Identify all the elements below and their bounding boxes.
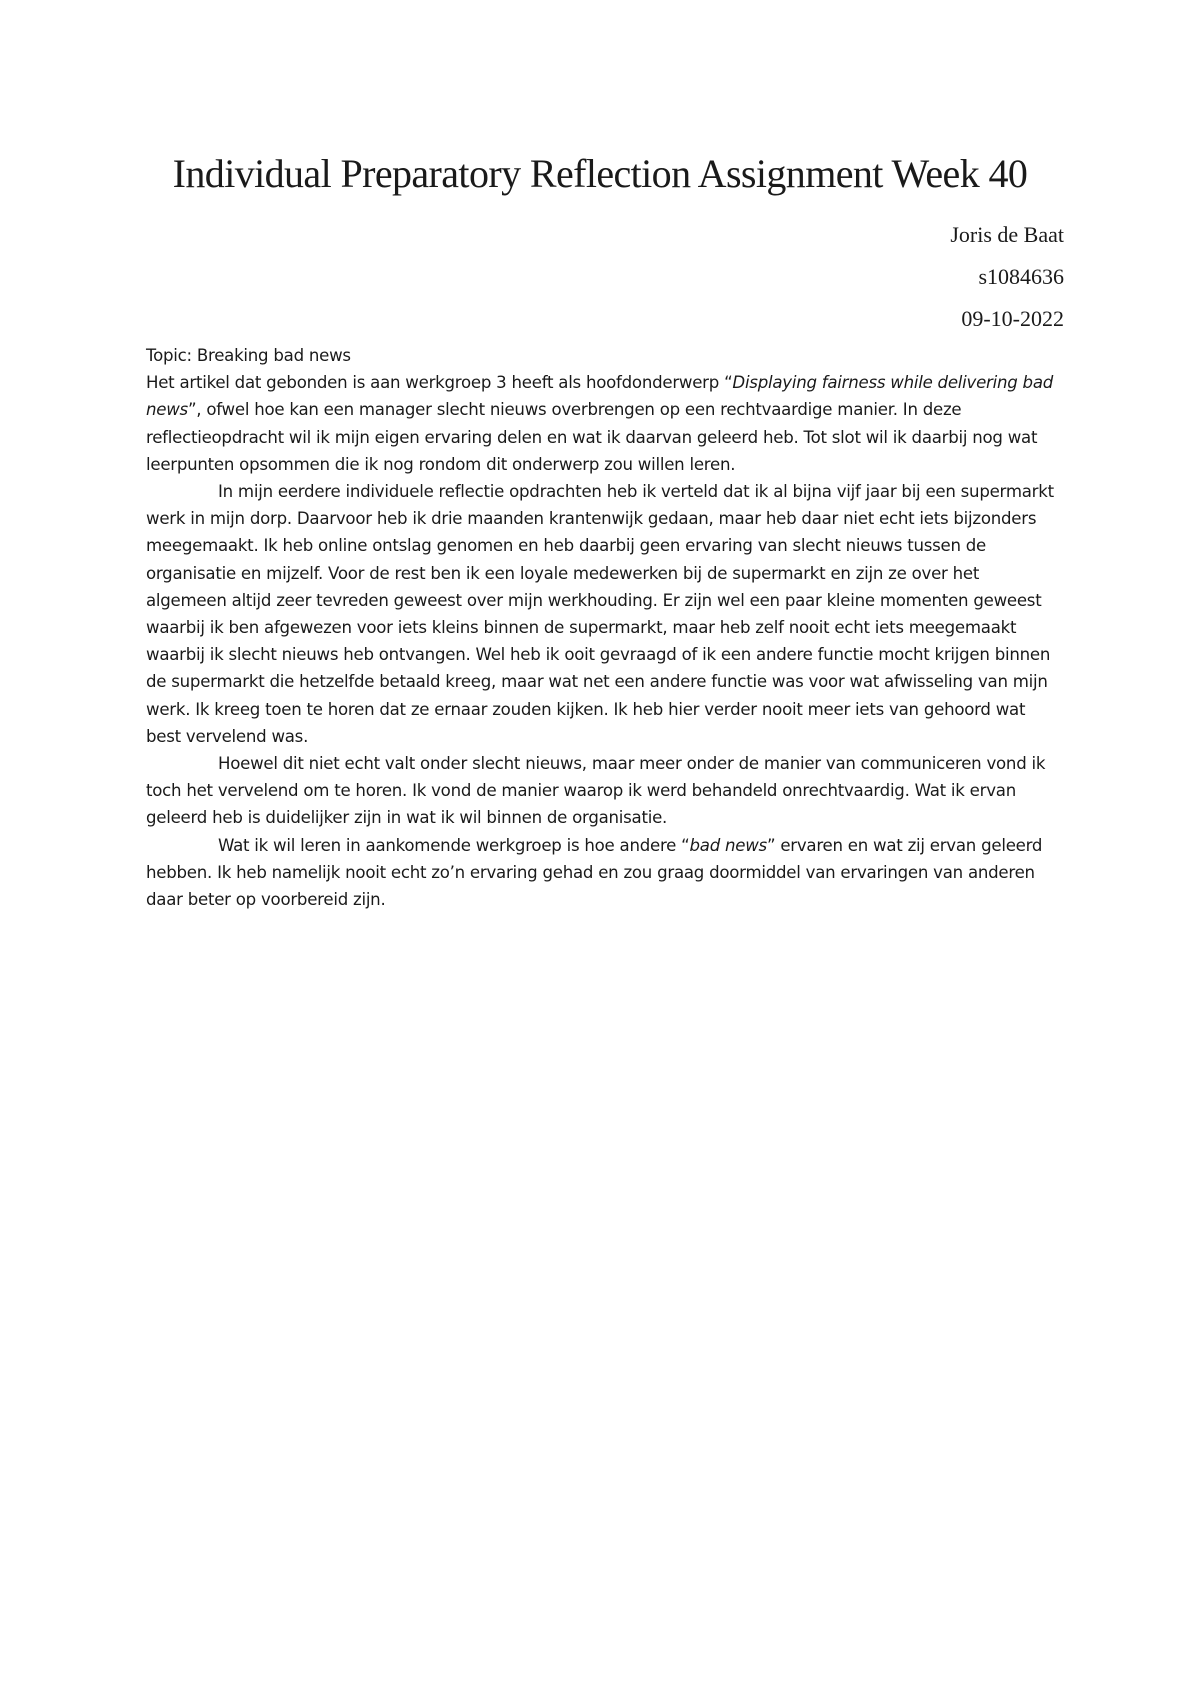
intro-text-end: ”, ofwel hoe kan een manager slecht nieuws overbrengen op een rechtvaardige manier. In deze reflectieopdracht wil ik mijn eigen ervaring delen en wat ik daarvan geleerd heb. Tot slot wil ik daarbij nog wat leerpunten opsommen die ik nog rondom dit onderwerp zou willen leren.: [146, 400, 1038, 474]
author-block: [950, 214, 1064, 340]
learning-goals-paragraph: [146, 832, 1062, 914]
student-number: s1084636: [978, 264, 1064, 289]
learning-text-start: Wat ik wil leren in aankomende werkgroep is hoe andere “: [218, 835, 690, 855]
document-date: 09-10-2022: [961, 306, 1064, 331]
author-name: Joris de Baat: [950, 222, 1064, 247]
document-body: [146, 342, 1062, 913]
learning-italic-phrase: bad news: [689, 835, 767, 855]
lesson-paragraph: Hoewel dit niet echt valt onder slecht nieuws, maar meer onder de manier van communiceren vond ik toch het vervelend om te horen. Ik vond de manier waarop ik werd behandeld onrechtvaardig. Wat ik ervan geleerd heb is duidelijker zijn in wat ik wil binnen de organisatie.: [146, 754, 1046, 828]
intro-article-title: Displaying fairness while delivering bad news: [146, 373, 1054, 420]
experience-paragraph: In mijn eerdere individuele reflectie opdrachten heb ik verteld dat ik al bijna vijf jaar bij een supermarkt werk in mijn dorp. Daarvoor heb ik drie maanden krantenwijk gedaan, maar heb daar niet echt iets bijzonders meegemaakt. Ik heb online ontslag genomen en heb daarbij geen ervaring van slecht nieuws tussen de organisatie en mijzelf. Voor de rest ben ik een loyale medewerken bij de supermarkt en zijn ze over het algemeen altijd zeer tevreden geweest over mijn werkhouding. Er zijn wel een paar kleine momenten geweest waarbij ik ben afgewezen voor iets kleins binnen de supermarkt, maar heb zelf nooit echt iets meegemaakt waarbij ik slecht nieuws heb ontvangen. Wel heb ik ooit gevraagd of ik een andere functie mocht krijgen binnen de supermarkt die hetzelfde betaald kreeg, maar wat net een andere functie was voor wat afwisseling van mijn werk. Ik kreeg toen te horen dat ze ernaar zouden kijken. Ik heb hier verder nooit meer iets van gehoord wat best vervelend was.: [146, 482, 1054, 746]
intro-text-start: Het artikel dat gebonden is aan werkgroep 3 heeft als hoofdonderwerp “: [146, 373, 733, 393]
topic-line: Topic: Breaking bad news: [146, 346, 351, 365]
learning-text-end: ” ervaren en wat zij ervan geleerd hebben. Ik heb namelijk nooit echt zo’n ervaring gehad en zou graag doormiddel van ervaringen van anderen daar beter op voorbereid zijn.: [146, 835, 1043, 910]
document-title: Individual Preparatory Reflection Assignment Week 40: [172, 151, 1028, 196]
intro-paragraph: [146, 369, 1062, 478]
